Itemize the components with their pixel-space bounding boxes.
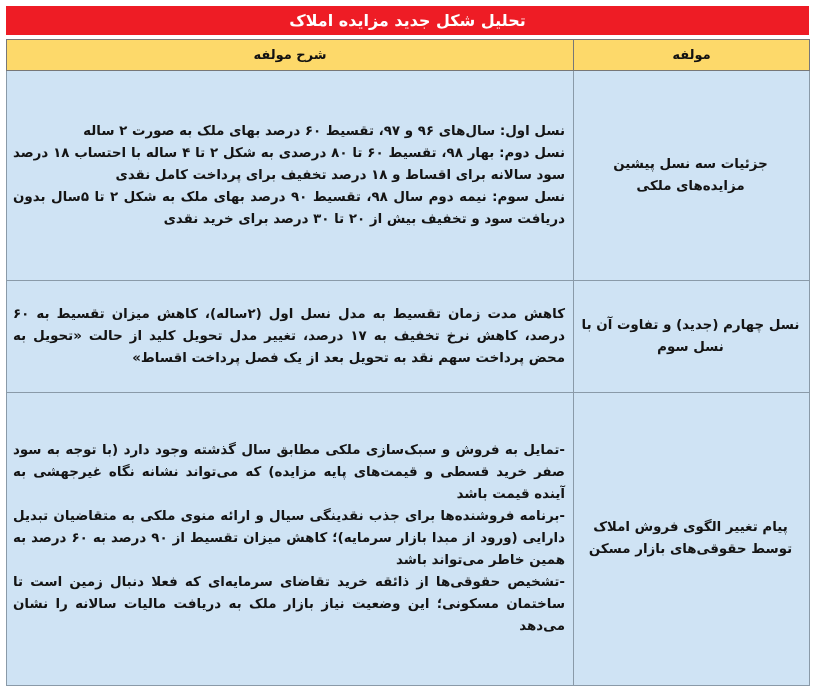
header-description: شرح مولفه [7, 40, 574, 71]
row-component-text: پیام تغییر الگوی فروش املاک توسط حقوقی‌های بازار مسکن [588, 520, 793, 557]
row-description-cell [7, 281, 574, 393]
row-component-text: جزئیات سه نسل پیشین مزایده‌های ملکی [613, 156, 768, 194]
row-description-cell [7, 393, 574, 686]
description-paragraph: -برنامه فروشنده‌ها برای جذب نقدینگی سیال و ارائه منوی ملکی به متقاضیان تبدیل دارایی (ورود از مبدا بازار سرمایه)؛ کاهش میزان تقسیط از ۹۰ درصد به ۶۰ درصد به همین خاطر می‌تواند باشد [13, 509, 565, 568]
table-title: تحلیل شکل جدید مزایده املاک [6, 6, 809, 35]
header-component: مولفه [574, 40, 810, 71]
analysis-table-frame [6, 6, 809, 686]
description-paragraph: نسل سوم: نیمه دوم سال ۹۸، تقسیط ۹۰ درصد بهای ملک به شکل ۲ تا ۵سال بدون دریافت سود و تخفیف بیش از ۲۰ تا ۳۰ درصد برای خرید نقدی [13, 189, 565, 227]
description-paragraph: -تشخیص حقوقی‌ها از ذائقه خرید تقاضای سرمایه‌ای که فعلا دنبال زمین است تا ساختمان مسکونی؛ این وضعیت نیاز بازار ملک به دریافت مالیات سالانه را نشان می‌دهد [13, 575, 565, 634]
row-component-cell [574, 393, 810, 686]
table-row [7, 71, 810, 281]
row-description-cell [7, 71, 574, 281]
row-component-cell [574, 71, 810, 281]
analysis-table [6, 39, 810, 686]
description-paragraph: نسل دوم: بهار ۹۸، تقسیط ۶۰ تا ۸۰ درصدی به شکل ۲ تا ۴ ساله با احتساب ۱۸ درصد سود سالانه برای اقساط و ۱۸ درصد تخفیف برای پرداخت کامل نقدی [13, 145, 565, 183]
description-paragraph: -تمایل به فروش و سبک‌سازی ملکی مطابق سال گذشته وجود دارد (با توجه به سود صفر خرید قسطی و قیمت‌های پایه مزایده) که می‌تواند نشانه نگاه غیرجهشی به آینده قیمت باشد [13, 443, 565, 502]
row-component-cell [574, 281, 810, 393]
description-paragraph: نسل اول: سال‌های ۹۶ و ۹۷، تقسیط ۶۰ درصد بهای ملک به صورت ۲ ساله [83, 123, 565, 139]
description-paragraph: کاهش مدت زمان تقسیط به مدل نسل اول (۲ساله)، کاهش میزان تقسیط به ۶۰ درصد، کاهش نرخ تخفیف به ۱۷ درصد، تغییر مدل تحویل کلید از حالت «تحویل به محض پرداخت سهم نقد به تحویل بعد از یک فصل پرداخت اقساط» [13, 306, 565, 366]
table-row [7, 281, 810, 393]
table-row [7, 393, 810, 686]
header-row [7, 40, 810, 71]
row-component-text: نسل چهارم (جدید) و تفاوت آن با نسل سوم [581, 317, 800, 355]
